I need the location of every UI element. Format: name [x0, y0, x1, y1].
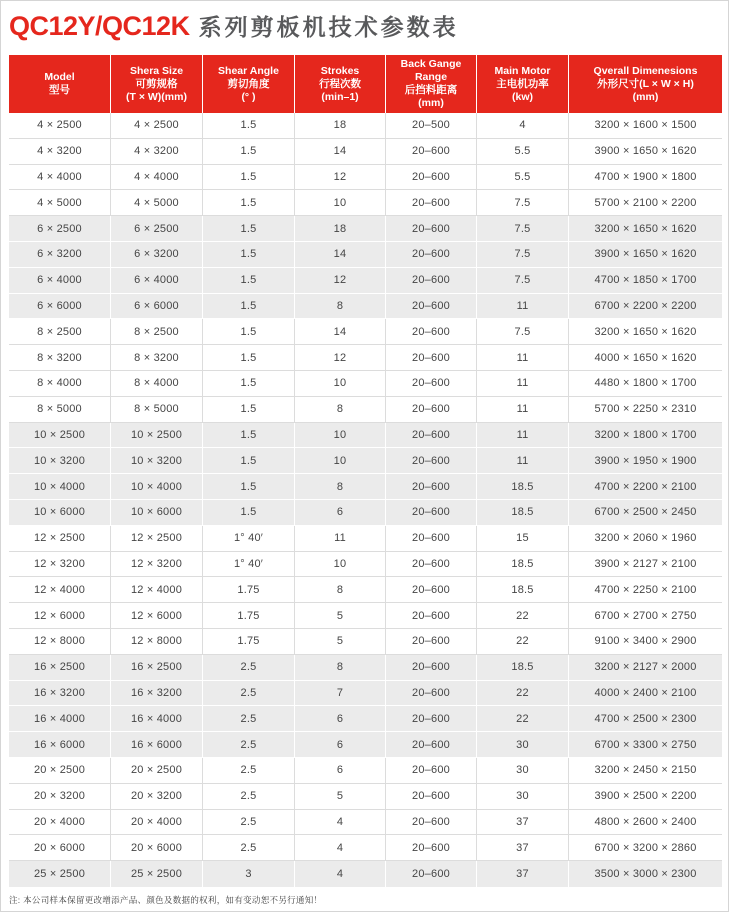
- cell-model: 10 × 3200: [9, 448, 110, 474]
- cell-shear-size: 8 × 4000: [110, 371, 202, 397]
- cell-model: 16 × 4000: [9, 706, 110, 732]
- cell-overall-dimensions: 3200 × 1600 × 1500: [568, 113, 722, 139]
- cell-overall-dimensions: 6700 × 2500 × 2450: [568, 500, 722, 526]
- cell-overall-dimensions: 4700 × 2250 × 2100: [568, 577, 722, 603]
- cell-strokes: 10: [294, 371, 385, 397]
- cell-back-gauge-range: 20–600: [385, 294, 476, 320]
- cell-overall-dimensions: 4480 × 1800 × 1700: [568, 371, 722, 397]
- cell-strokes: 8: [294, 294, 385, 320]
- cell-back-gauge-range: 20–600: [385, 448, 476, 474]
- table-row: [9, 345, 722, 371]
- cell-model: 4 × 5000: [9, 190, 110, 216]
- cell-back-gauge-range: 20–600: [385, 371, 476, 397]
- cell-main-motor: 18.5: [476, 655, 568, 681]
- cell-shear-size: 25 × 2500: [110, 861, 202, 887]
- cell-overall-dimensions: 3200 × 1650 × 1620: [568, 216, 722, 242]
- cell-shear-angle: 2.5: [202, 681, 294, 707]
- table-header-row: [9, 55, 722, 113]
- cell-back-gauge-range: 20–600: [385, 681, 476, 707]
- cell-main-motor: 5.5: [476, 165, 568, 191]
- table-row: [9, 113, 722, 139]
- cell-shear-angle: 3: [202, 861, 294, 887]
- cell-strokes: 10: [294, 423, 385, 449]
- cell-back-gauge-range: 20–600: [385, 319, 476, 345]
- cell-main-motor: 15: [476, 526, 568, 552]
- cell-shear-angle: 2.5: [202, 784, 294, 810]
- cell-shear-size: 4 × 4000: [110, 165, 202, 191]
- cell-shear-angle: 2.5: [202, 758, 294, 784]
- cell-overall-dimensions: 3900 × 1950 × 1900: [568, 448, 722, 474]
- table-row: [9, 552, 722, 578]
- cell-main-motor: 4: [476, 113, 568, 139]
- cell-shear-angle: 1.5: [202, 190, 294, 216]
- cell-overall-dimensions: 4800 × 2600 × 2400: [568, 810, 722, 836]
- cell-shear-size: 10 × 2500: [110, 423, 202, 449]
- cell-model: 4 × 2500: [9, 113, 110, 139]
- cell-back-gauge-range: 20–600: [385, 810, 476, 836]
- cell-shear-size: 6 × 2500: [110, 216, 202, 242]
- table-row: [9, 423, 722, 449]
- cell-main-motor: 11: [476, 294, 568, 320]
- table-row: [9, 190, 722, 216]
- table-row: [9, 681, 722, 707]
- cell-overall-dimensions: 6700 × 3300 × 2750: [568, 732, 722, 758]
- cell-main-motor: 7.5: [476, 190, 568, 216]
- table-row: [9, 810, 722, 836]
- table-row: [9, 526, 722, 552]
- cell-shear-angle: 1.75: [202, 577, 294, 603]
- cell-shear-angle: 1.5: [202, 345, 294, 371]
- cell-back-gauge-range: 20–600: [385, 732, 476, 758]
- cell-main-motor: 18.5: [476, 577, 568, 603]
- cell-model: 6 × 3200: [9, 242, 110, 268]
- cell-strokes: 4: [294, 810, 385, 836]
- cell-model: 10 × 6000: [9, 500, 110, 526]
- cell-strokes: 18: [294, 216, 385, 242]
- cell-overall-dimensions: 5700 × 2250 × 2310: [568, 397, 722, 423]
- cell-main-motor: 37: [476, 810, 568, 836]
- cell-overall-dimensions: 3900 × 1650 × 1620: [568, 242, 722, 268]
- cell-main-motor: 11: [476, 371, 568, 397]
- cell-strokes: 8: [294, 474, 385, 500]
- cell-model: 8 × 5000: [9, 397, 110, 423]
- cell-model: 6 × 2500: [9, 216, 110, 242]
- cell-shear-angle: 1.5: [202, 216, 294, 242]
- table-row: [9, 216, 722, 242]
- cell-back-gauge-range: 20–600: [385, 603, 476, 629]
- cell-strokes: 14: [294, 242, 385, 268]
- cell-strokes: 10: [294, 552, 385, 578]
- cell-model: 6 × 4000: [9, 268, 110, 294]
- cell-model: 12 × 3200: [9, 552, 110, 578]
- table-row: [9, 474, 722, 500]
- column-header-main-motor: Main Motor 主电机功率 (kw): [476, 55, 568, 113]
- cell-back-gauge-range: 20–600: [385, 500, 476, 526]
- cell-strokes: 12: [294, 165, 385, 191]
- cell-shear-angle: 1.5: [202, 319, 294, 345]
- cell-shear-size: 20 × 6000: [110, 835, 202, 861]
- column-header-overall-dimensions: Qverall Dimenesions 外形尺寸(L × W × H) (mm): [568, 55, 722, 113]
- cell-shear-size: 16 × 4000: [110, 706, 202, 732]
- cell-model: 10 × 4000: [9, 474, 110, 500]
- cell-shear-size: 6 × 4000: [110, 268, 202, 294]
- cell-shear-angle: 2.5: [202, 810, 294, 836]
- cell-model: 12 × 6000: [9, 603, 110, 629]
- table-row: [9, 758, 722, 784]
- cell-strokes: 5: [294, 629, 385, 655]
- cell-shear-size: 20 × 3200: [110, 784, 202, 810]
- cell-model: 12 × 2500: [9, 526, 110, 552]
- cell-shear-size: 10 × 3200: [110, 448, 202, 474]
- cell-back-gauge-range: 20–600: [385, 629, 476, 655]
- cell-back-gauge-range: 20–600: [385, 784, 476, 810]
- cell-back-gauge-range: 20–600: [385, 758, 476, 784]
- cell-shear-size: 8 × 5000: [110, 397, 202, 423]
- cell-main-motor: 5.5: [476, 139, 568, 165]
- cell-main-motor: 22: [476, 629, 568, 655]
- cell-shear-size: 12 × 3200: [110, 552, 202, 578]
- cell-model: 16 × 3200: [9, 681, 110, 707]
- cell-overall-dimensions: 3900 × 1650 × 1620: [568, 139, 722, 165]
- cell-shear-angle: 1.5: [202, 294, 294, 320]
- cell-model: 20 × 4000: [9, 810, 110, 836]
- cell-main-motor: 11: [476, 448, 568, 474]
- cell-shear-angle: 1.5: [202, 242, 294, 268]
- cell-back-gauge-range: 20–500: [385, 113, 476, 139]
- cell-shear-angle: 1.5: [202, 423, 294, 449]
- cell-strokes: 11: [294, 526, 385, 552]
- cell-overall-dimensions: 3200 × 2450 × 2150: [568, 758, 722, 784]
- column-header-shear-angle: Shear Angle 剪切角度 (° ): [202, 55, 294, 113]
- cell-shear-size: 4 × 5000: [110, 190, 202, 216]
- table-row: [9, 835, 722, 861]
- cell-main-motor: 22: [476, 706, 568, 732]
- cell-back-gauge-range: 20–600: [385, 268, 476, 294]
- cell-model: 16 × 6000: [9, 732, 110, 758]
- cell-main-motor: 37: [476, 835, 568, 861]
- table-row: [9, 732, 722, 758]
- cell-main-motor: 30: [476, 732, 568, 758]
- title-model-code: QC12Y/QC12K: [9, 11, 190, 41]
- cell-model: 12 × 8000: [9, 629, 110, 655]
- cell-shear-angle: 1.5: [202, 139, 294, 165]
- cell-shear-angle: 1.5: [202, 448, 294, 474]
- cell-main-motor: 18.5: [476, 474, 568, 500]
- cell-overall-dimensions: 5700 × 2100 × 2200: [568, 190, 722, 216]
- cell-main-motor: 22: [476, 681, 568, 707]
- cell-strokes: 5: [294, 784, 385, 810]
- cell-back-gauge-range: 20–600: [385, 139, 476, 165]
- column-header-model: Model 型号: [44, 71, 75, 96]
- cell-shear-angle: 2.5: [202, 706, 294, 732]
- cell-back-gauge-range: 20–600: [385, 526, 476, 552]
- table-row: [9, 706, 722, 732]
- cell-main-motor: 7.5: [476, 216, 568, 242]
- cell-back-gauge-range: 20–600: [385, 861, 476, 887]
- cell-shear-size: 10 × 4000: [110, 474, 202, 500]
- cell-shear-angle: 2.5: [202, 835, 294, 861]
- table-row: [9, 629, 722, 655]
- cell-shear-size: 6 × 6000: [110, 294, 202, 320]
- cell-shear-angle: 1.75: [202, 603, 294, 629]
- table-row: [9, 577, 722, 603]
- table-row: [9, 319, 722, 345]
- cell-overall-dimensions: 3900 × 2127 × 2100: [568, 552, 722, 578]
- cell-model: 16 × 2500: [9, 655, 110, 681]
- cell-shear-size: 8 × 2500: [110, 319, 202, 345]
- cell-main-motor: 30: [476, 758, 568, 784]
- cell-shear-angle: 1.5: [202, 165, 294, 191]
- cell-overall-dimensions: 3900 × 2500 × 2200: [568, 784, 722, 810]
- cell-strokes: 4: [294, 835, 385, 861]
- cell-back-gauge-range: 20–600: [385, 190, 476, 216]
- table-body: [9, 113, 722, 887]
- cell-overall-dimensions: 4700 × 1900 × 1800: [568, 165, 722, 191]
- cell-strokes: 14: [294, 139, 385, 165]
- cell-shear-angle: 1.5: [202, 268, 294, 294]
- table-row: [9, 397, 722, 423]
- cell-shear-size: 8 × 3200: [110, 345, 202, 371]
- cell-overall-dimensions: 3200 × 2127 × 2000: [568, 655, 722, 681]
- cell-main-motor: 37: [476, 861, 568, 887]
- cell-back-gauge-range: 20–600: [385, 423, 476, 449]
- cell-main-motor: 7.5: [476, 268, 568, 294]
- cell-shear-size: 10 × 6000: [110, 500, 202, 526]
- table-row: [9, 784, 722, 810]
- cell-main-motor: 11: [476, 397, 568, 423]
- cell-shear-angle: 1° 40′: [202, 552, 294, 578]
- cell-model: 20 × 3200: [9, 784, 110, 810]
- cell-strokes: 4: [294, 861, 385, 887]
- cell-strokes: 10: [294, 190, 385, 216]
- cell-main-motor: 22: [476, 603, 568, 629]
- cell-shear-angle: 1° 40′: [202, 526, 294, 552]
- cell-main-motor: 11: [476, 423, 568, 449]
- cell-shear-size: 16 × 3200: [110, 681, 202, 707]
- footer-note: 注: 本公司样本保留更改增添产品、颜色及数据的权利，如有变动恕不另行通知！: [9, 894, 323, 905]
- cell-back-gauge-range: 20–600: [385, 474, 476, 500]
- table-row: [9, 861, 722, 887]
- cell-strokes: 6: [294, 758, 385, 784]
- spec-table: [9, 55, 722, 887]
- cell-shear-size: 6 × 3200: [110, 242, 202, 268]
- page-title: [9, 9, 720, 42]
- cell-model: 25 × 2500: [33, 868, 86, 880]
- cell-overall-dimensions: 4000 × 2400 × 2100: [568, 681, 722, 707]
- table-row: [9, 242, 722, 268]
- cell-strokes: 8: [294, 577, 385, 603]
- cell-overall-dimensions: 4000 × 1650 × 1620: [568, 345, 722, 371]
- column-header-shear-size: Shera Size 可剪规格 (T × W)(mm): [110, 55, 202, 113]
- cell-model: 10 × 2500: [9, 423, 110, 449]
- cell-back-gauge-range: 20–600: [385, 216, 476, 242]
- cell-overall-dimensions: 6700 × 2200 × 2200: [568, 294, 722, 320]
- cell-shear-angle: 1.5: [202, 371, 294, 397]
- cell-shear-size: 12 × 2500: [110, 526, 202, 552]
- column-header-strokes: Strokes 行程次数 (min–1): [294, 55, 385, 113]
- cell-overall-dimensions: 9100 × 3400 × 2900: [568, 629, 722, 655]
- cell-overall-dimensions: 4700 × 2500 × 2300: [568, 706, 722, 732]
- cell-strokes: 18: [294, 113, 385, 139]
- cell-back-gauge-range: 20–600: [385, 345, 476, 371]
- cell-overall-dimensions: 3500 × 3000 × 2300: [568, 861, 722, 887]
- cell-overall-dimensions: 4700 × 1850 × 1700: [568, 268, 722, 294]
- cell-overall-dimensions: 3200 × 2060 × 1960: [568, 526, 722, 552]
- cell-back-gauge-range: 20–600: [385, 706, 476, 732]
- cell-model: 8 × 3200: [9, 345, 110, 371]
- table-row: [9, 448, 722, 474]
- cell-shear-size: 16 × 2500: [110, 655, 202, 681]
- cell-strokes: 6: [294, 732, 385, 758]
- cell-back-gauge-range: 20–600: [385, 397, 476, 423]
- cell-back-gauge-range: 20–600: [385, 655, 476, 681]
- cell-strokes: 6: [294, 706, 385, 732]
- cell-back-gauge-range: 20–600: [385, 552, 476, 578]
- cell-shear-size: 12 × 4000: [110, 577, 202, 603]
- cell-shear-angle: 2.5: [202, 655, 294, 681]
- cell-shear-angle: 1.5: [202, 474, 294, 500]
- table-row: [9, 139, 722, 165]
- cell-main-motor: 18.5: [476, 500, 568, 526]
- cell-strokes: 10: [294, 448, 385, 474]
- cell-overall-dimensions: 6700 × 3200 × 2860: [568, 835, 722, 861]
- column-header-back-gauge-range: Back Gange Range 后挡料距离 (mm): [385, 55, 476, 113]
- cell-overall-dimensions: 6700 × 2700 × 2750: [568, 603, 722, 629]
- cell-shear-size: 4 × 2500: [110, 113, 202, 139]
- cell-shear-angle: 1.5: [202, 397, 294, 423]
- cell-model: 8 × 4000: [9, 371, 110, 397]
- table-row: [9, 294, 722, 320]
- cell-strokes: 8: [294, 655, 385, 681]
- cell-model: 8 × 2500: [9, 319, 110, 345]
- cell-model: 20 × 2500: [9, 758, 110, 784]
- table-row: [9, 500, 722, 526]
- cell-shear-angle: 1.5: [202, 113, 294, 139]
- cell-model: 12 × 4000: [9, 577, 110, 603]
- cell-back-gauge-range: 20–600: [385, 242, 476, 268]
- cell-overall-dimensions: 4700 × 2200 × 2100: [568, 474, 722, 500]
- cell-shear-size: 4 × 3200: [110, 139, 202, 165]
- cell-shear-angle: 1.5: [202, 500, 294, 526]
- cell-strokes: 6: [294, 500, 385, 526]
- table-row: [9, 655, 722, 681]
- cell-model: 6 × 6000: [9, 294, 110, 320]
- cell-shear-size: 12 × 6000: [110, 603, 202, 629]
- cell-overall-dimensions: 3200 × 1650 × 1620: [568, 319, 722, 345]
- cell-main-motor: 7.5: [476, 319, 568, 345]
- cell-strokes: 8: [294, 397, 385, 423]
- cell-back-gauge-range: 20–600: [385, 835, 476, 861]
- cell-main-motor: 7.5: [476, 242, 568, 268]
- cell-strokes: 12: [294, 345, 385, 371]
- title-suffix: 系列剪板机技术参数表: [198, 14, 459, 40]
- cell-shear-size: 20 × 2500: [110, 758, 202, 784]
- table-row: [9, 603, 722, 629]
- cell-main-motor: 30: [476, 784, 568, 810]
- cell-shear-angle: 1.75: [202, 629, 294, 655]
- cell-back-gauge-range: 20–600: [385, 577, 476, 603]
- table-row: [9, 268, 722, 294]
- table-row: [9, 165, 722, 191]
- cell-strokes: 12: [294, 268, 385, 294]
- cell-shear-size: 20 × 4000: [110, 810, 202, 836]
- cell-main-motor: 18.5: [476, 552, 568, 578]
- cell-strokes: 7: [294, 681, 385, 707]
- cell-shear-size: 12 × 8000: [110, 629, 202, 655]
- cell-model: 4 × 4000: [9, 165, 110, 191]
- table-row: [9, 371, 722, 397]
- cell-shear-angle: 2.5: [202, 732, 294, 758]
- cell-model: 20 × 6000: [9, 835, 110, 861]
- cell-strokes: 5: [294, 603, 385, 629]
- cell-overall-dimensions: 3200 × 1800 × 1700: [568, 423, 722, 449]
- cell-model: 4 × 3200: [9, 139, 110, 165]
- cell-back-gauge-range: 20–600: [385, 165, 476, 191]
- cell-main-motor: 11: [476, 345, 568, 371]
- cell-strokes: 14: [294, 319, 385, 345]
- cell-shear-size: 16 × 6000: [110, 732, 202, 758]
